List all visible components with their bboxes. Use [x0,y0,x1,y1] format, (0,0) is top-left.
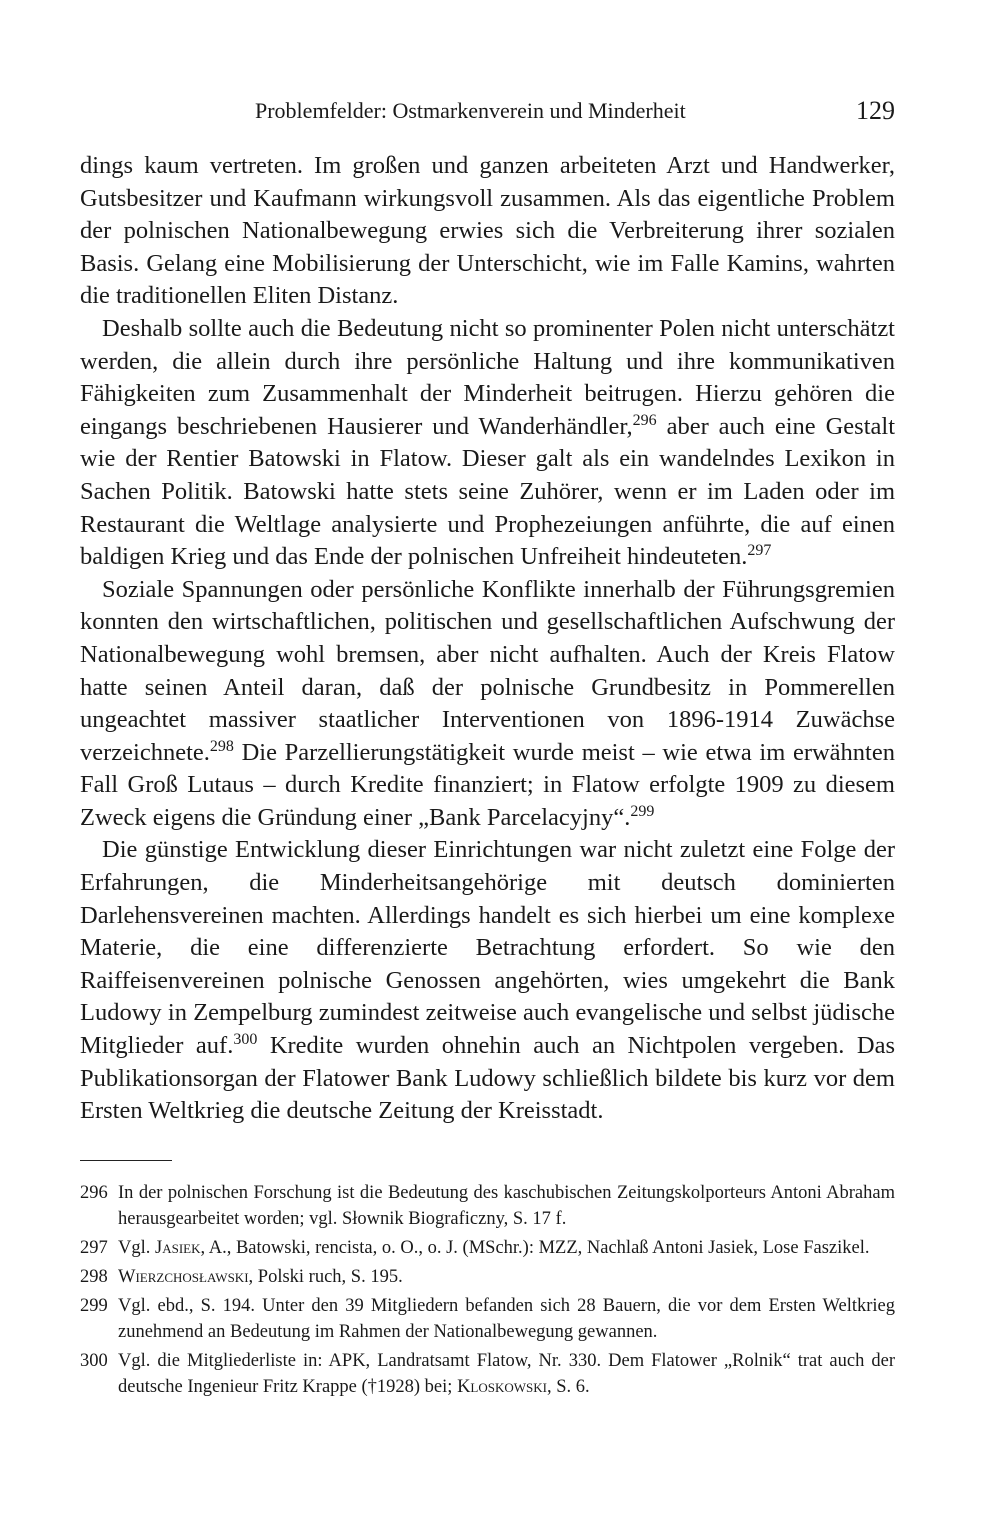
footnote [80,1180,895,1232]
footnote-reference: 296 [632,411,657,429]
text-run: Vgl. ebd., S. 194. Unter den 39 Mitgliedern befanden sich 28 Bauern, die vor dem Ersten Weltkrieg zunehmend an Bedeutung im Rahmen der Nationalbewegung gewannen. [118,1296,895,1342]
author-name: Kloskowski [457,1377,547,1397]
paragraph [80,150,895,313]
text-run: Deshalb sollte auch die Bedeutung nicht so prominenter Polen nicht unterschätzt werden, die allein durch ihre persönliche Haltung und ihre kommunikativen Fähigkeiten zum Zusammenhalt der Minderheit beitrugen. Hierzu gehören die eingangs beschriebenen Hausierer und Wanderhändler, [80,314,895,440]
footnote [80,1264,895,1290]
paragraph [80,574,895,835]
footnote-reference: 297 [747,542,772,560]
footnote-reference: 299 [630,802,655,820]
page-number: 129 [856,96,895,125]
text-run: Die Parzellierungstätigkeit wurde meist – wie etwa im erwähnten Fall Groß Lutaus – durch Kredite finanziert; in Flatow erfolgte 1909 zu diesem Zweck eigens die Gründung einer „Bank Parcelacyjny“. [80,738,895,831]
text-run: dings kaum vertreten. Im großen und ganzen arbeiteten Arzt und Handwerker, Gutsbesitzer und Kaufmann wirkungsvoll zusammen. Als das eigentliche Problem der polnischen Nationalbewegung erwies sich die Verbreiterung ihrer sozialen Basis. Gelang eine Mobilisierung der Unterschicht, wie im Falle Kamins, wahrten die traditionellen Eliten Distanz. [80,152,895,310]
footnote [80,1235,895,1261]
footnote-reference: 298 [209,737,234,755]
footnote-number: 297 [80,1238,108,1258]
footnote-number: 296 [80,1183,108,1203]
footnote-text [118,1293,895,1345]
paragraph [80,834,895,1127]
author-name: Jasiek [155,1238,201,1258]
text-run: Soziale Spannungen oder persönliche Konflikte innerhalb der Führungsgremien konnten den wirtschaftlichen, politischen und gesellschaftlichen Aufschwung der Nationalbewegung wohl bremsen, aber nicht aufhalten. Auch der Kreis Flatow hatte seinen Anteil daran, daß der polnische Grundbesitz in Pommerellen ungeachtet massiver staatlicher Interventionen von 1896-1914 Zuwächse verzeichnete. [80,575,895,766]
footnote-text [118,1180,895,1232]
footnote [80,1348,895,1400]
footnotes [80,1180,895,1403]
text-run: Kredite wurden ohnehin auch an Nichtpolen vergeben. Das Publikationsorgan der Flatower Bank Ludowy schließlich bildete bis kurz vor dem Ersten Weltkrieg die deutsche Zeitung der Kreisstadt. [80,1032,895,1125]
text-run: , Polski ruch, S. 195. [248,1267,403,1287]
footnote-reference: 300 [233,1031,258,1049]
paragraph [80,313,895,574]
text-run: Vgl. die Mitgliederliste in: APK, Landratsamt Flatow, Nr. 330. Dem Flatower „Rolnik“ trat auch der deutsche Ingenieur Fritz Krappe (†1928) bei; [118,1351,895,1397]
footnote-number: 300 [80,1351,108,1371]
body-text [80,150,895,1128]
running-head-title: Problemfelder: Ostmarkenverein und Minderheit [255,98,686,123]
footnote-text [118,1348,895,1400]
footnote-text [118,1235,895,1261]
text-run: aber auch eine Gestalt wie der Rentier Batowski in Flatow. Dieser galt als ein wandelndes Lexikon in Sachen Politik. Batowski hatte stets seine Zuhörer, wenn er im Laden oder im Restaurant die Weltlage analysierte und Prophezeiungen anführte, die auf einen baldigen Krieg und das Ende der polnischen Unfreiheit hindeuteten. [80,412,895,571]
text-run: , S. 6. [546,1377,590,1397]
text-run: , A., Batowski, rencista, o. O., o. J. (MSchr.): MZZ, Nachlaß Antoni Jasiek, Lose Faszikel. [200,1238,870,1258]
text-run: Die günstige Entwicklung dieser Einrichtungen war nicht zuletzt eine Folge der Erfahrungen, die Minderheitsangehörige mit deutsch dominierten Darlehensvereinen machten. Allerdings handelt es sich hierbei um eine komplexe Materie, die eine differenzierte Betrachtung erfordert. So wie den Raiffeisenvereinen polnische Genossen angehörten, wies umgekehrt die Bank Ludowy in Zempelburg zumindest zeitweise auch evangelische und selbst jüdische Mitglieder auf. [80,836,895,1060]
footnote-text [118,1264,895,1290]
text-run: Vgl. [118,1238,155,1258]
author-name: Wierzchosławski [118,1267,249,1287]
footnote-number: 298 [80,1267,108,1287]
footnote-number: 299 [80,1296,108,1316]
text-run: In der polnischen Forschung ist die Bedeutung des kaschubischen Zeitungskolporteurs Antoni Abraham herausgearbeitet worden; vgl. Słownik Biograficzny, S. 17 f. [118,1183,895,1229]
running-head [80,98,895,132]
footnote-separator [80,1160,172,1161]
footnote [80,1293,895,1345]
